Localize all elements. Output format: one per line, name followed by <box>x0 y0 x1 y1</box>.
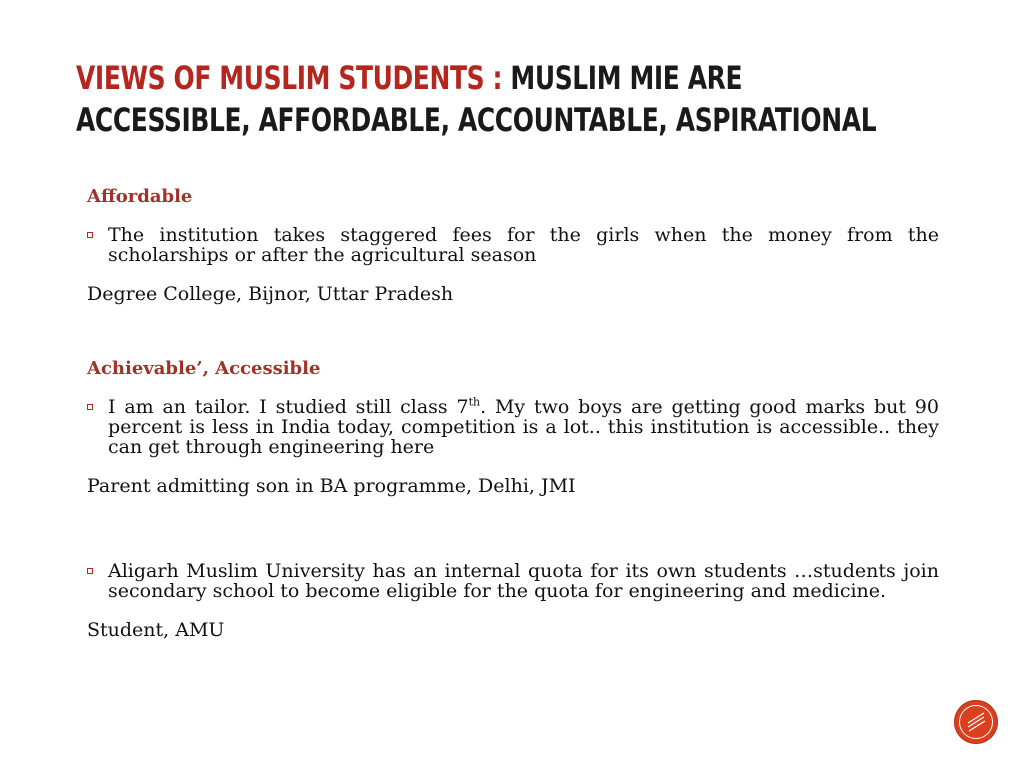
section-affordable <box>87 183 939 307</box>
bullet-text: The institution takes staggered fees for the girls when the money from the scholarships or after the agricultural season <box>108 224 939 266</box>
quote-source: Degree College, Bijnor, Uttar Pradesh <box>87 283 454 305</box>
square-bullet-icon <box>87 232 93 238</box>
square-bullet-icon <box>87 568 93 574</box>
title-line-1 <box>76 57 778 99</box>
square-bullet-icon <box>87 404 93 410</box>
bullet-item <box>87 397 939 457</box>
section-amu <box>87 561 939 643</box>
title-line-2: ACCESSIBLE, AFFORDABLE, ACCOUNTABLE, ASPIRATIONAL <box>76 101 877 139</box>
superscript: th <box>468 395 481 409</box>
bullet-item <box>87 225 939 265</box>
section-heading: Achievable’, Accessible <box>87 358 321 379</box>
quote-source: Parent admitting son in BA programme, Delhi, JMI <box>87 475 576 497</box>
bullet-text-start: I am an tailor. I studied still class 7 <box>108 396 469 418</box>
slide-title <box>76 57 877 141</box>
bullet-text-end: . My two boys are getting good marks but 90 percent is less in India today, competition is a lot.. this institution is accessible.. they can get through engineering here <box>108 396 939 458</box>
title-line1-rest: MUSLIM MIE ARE <box>510 59 743 97</box>
quote-source: Student, AMU <box>87 619 225 641</box>
slide-body <box>87 183 939 643</box>
title-red-part: VIEWS OF MUSLIM STUDENTS : <box>76 59 503 97</box>
section-accessible <box>87 355 939 499</box>
bullet-item <box>87 561 939 601</box>
circular-logo-icon <box>954 700 998 744</box>
section-heading: Affordable <box>87 186 193 207</box>
bullet-text: Aligarh Muslim University has an internal quota for its own students …students join secondary school to become eligible for the quota for engineering and medicine. <box>108 560 939 602</box>
